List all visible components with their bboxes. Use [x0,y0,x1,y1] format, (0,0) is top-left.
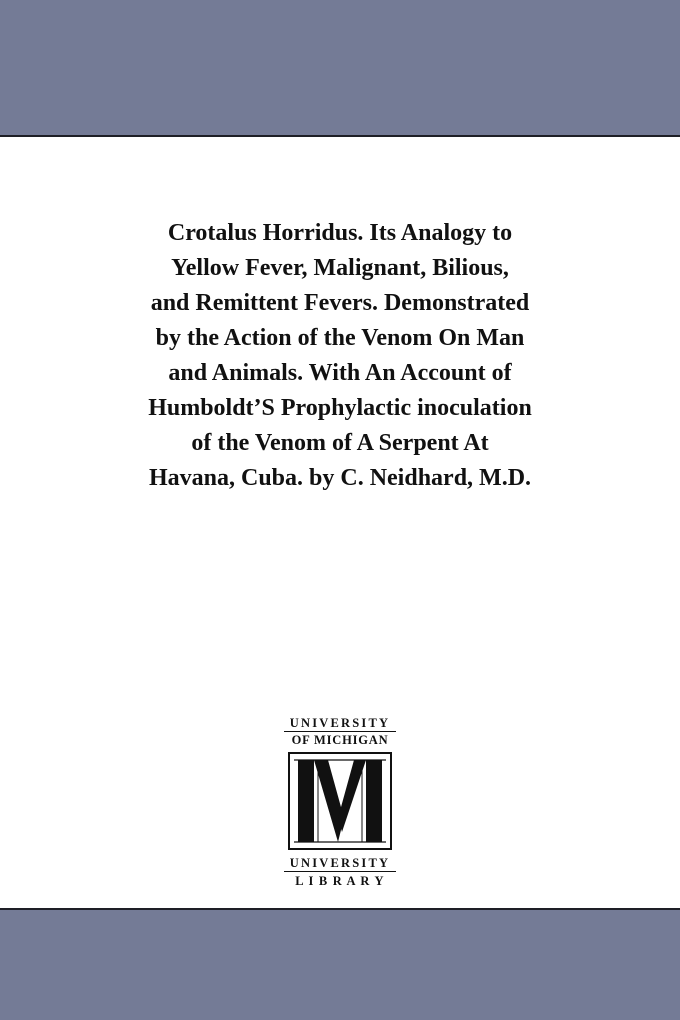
logo-text-library: L I B R A R Y [295,874,385,888]
block-m-icon [288,752,392,850]
university-of-michigan-library-logo [282,716,398,894]
logo-text-university-bottom: UNIVERSITY [289,856,391,870]
title-line: and Remittent Fevers. Demonstrated [150,290,530,316]
title-line: Yellow Fever, Malignant, Bilious, [171,255,509,281]
title-line: Havana, Cuba. by C. Neidhard, M.D. [148,465,532,491]
logo-text-of-michigan: OF MICHIGAN [291,733,389,747]
title-line: Crotalus Horridus. Its Analogy to [167,220,513,246]
logo-text-university-top: UNIVERSITY [289,716,391,730]
title-line: by the Action of the Venom On Man [155,325,525,351]
bottom-color-band [0,908,680,1020]
title-line: of the Venom of A Serpent At [191,430,489,456]
logo-divider [284,731,396,732]
title-line: Humboldt’S Prophylactic inoculation [148,395,532,421]
book-title [60,216,620,496]
logo-divider [284,871,396,872]
top-color-band [0,0,680,137]
title-line: and Animals. With An Account of [168,360,512,386]
